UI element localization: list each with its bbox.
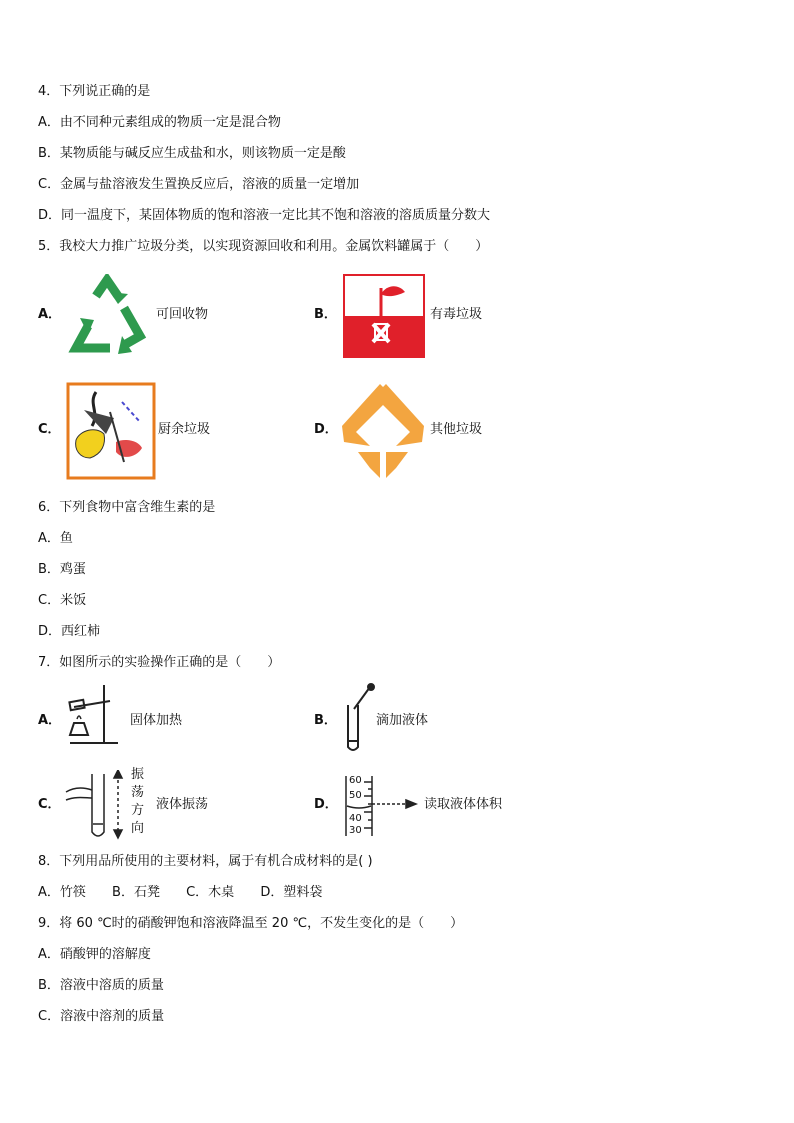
scale-label-30: 30 — [349, 825, 362, 836]
q7-stem: 7．如图所示的实验操作正确的是（ ） — [38, 655, 281, 670]
q7-option-a-caption: 固体加热 — [130, 713, 183, 728]
q9-option-b: B．溶液中溶质的质量 — [38, 978, 164, 993]
q4-option-c: C．金属与盐溶液发生置换反应后，溶液的质量一定增加 — [38, 177, 360, 192]
q7-option-b-caption: 滴加液体 — [376, 713, 429, 728]
q8-option-c: C．木桌 — [186, 885, 235, 900]
shake-direction-char-3: 方 — [131, 803, 145, 818]
q8-option-b: B．石凳 — [112, 885, 160, 900]
q8-option-a: A．竹筷 — [38, 885, 86, 900]
shake-direction-char-4: 向 — [131, 821, 145, 836]
q9-stem: 9．将 60 ℃时的硝酸钾饱和溶液降温至 20 ℃，不发生变化的是（ ） — [38, 916, 464, 931]
toxic-waste-icon — [343, 274, 425, 358]
q5-option-b-letter: B． — [314, 307, 337, 322]
scale-label-50: 50 — [349, 790, 362, 801]
q7-option-d-letter: D． — [314, 797, 338, 812]
q5-option-a-letter: A． — [38, 307, 62, 322]
q6-option-b: B．鸡蛋 — [38, 562, 86, 577]
q4-option-a: A．由不同种元素组成的物质一定是混合物 — [38, 115, 281, 130]
q6-option-c: C．米饭 — [38, 593, 87, 608]
heating-apparatus-icon — [64, 683, 122, 747]
q5-option-c-caption: 厨余垃圾 — [158, 422, 211, 437]
q7-option-c-letter: C． — [38, 797, 61, 812]
shake-direction-char-2: 荡 — [131, 785, 145, 800]
q4-option-b: B．某物质能与碱反应生成盐和水，则该物质一定是酸 — [38, 146, 346, 161]
q9-option-a: A．硝酸钾的溶解度 — [38, 947, 151, 962]
q7-option-c-caption: 液体振荡 — [156, 797, 209, 812]
q6-option-a: A．鱼 — [38, 531, 73, 546]
kitchen-waste-icon — [66, 382, 156, 480]
other-waste-icon — [340, 382, 426, 480]
shaking-tube-icon — [62, 770, 128, 840]
scale-label-40: 40 — [349, 813, 362, 824]
q8-stem: 8．下列用品所使用的主要材料，属于有机合成材料的是( ) — [38, 854, 373, 869]
q7-option-a-letter: A． — [38, 713, 62, 728]
q5-option-d-letter: D． — [314, 422, 338, 437]
q5-option-c-letter: C． — [38, 422, 61, 437]
q7-option-d-caption: 读取液体体积 — [424, 797, 503, 812]
q9-option-c: C．溶液中溶剂的质量 — [38, 1009, 165, 1024]
scale-label-60: 60 — [349, 775, 362, 786]
q7-option-b-letter: B． — [314, 713, 337, 728]
dropper-icon — [340, 683, 376, 753]
q4-option-d: D．同一温度下，某固体物质的饱和溶液一定比其不饱和溶液的溶质质量分数大 — [38, 208, 491, 223]
q5-option-d-caption: 其他垃圾 — [430, 422, 483, 437]
q5-option-b-caption: 有毒垃圾 — [430, 307, 483, 322]
recycle-icon — [66, 274, 148, 356]
q8-options — [38, 884, 344, 902]
q5-stem: 5．我校大力推广垃圾分类，以实现资源回收和利用。金属饮料罐属于（ ） — [38, 239, 489, 254]
shake-direction-char-1: 振 — [131, 767, 145, 782]
q6-stem: 6．下列食物中富含维生素的是 — [38, 500, 216, 515]
q5-option-a-caption: 可回收物 — [156, 307, 209, 322]
q4-stem: 4．下列说正确的是 — [38, 84, 151, 99]
q8-option-d: D．塑料袋 — [260, 885, 323, 900]
q6-option-d: D．西红柿 — [38, 624, 101, 639]
